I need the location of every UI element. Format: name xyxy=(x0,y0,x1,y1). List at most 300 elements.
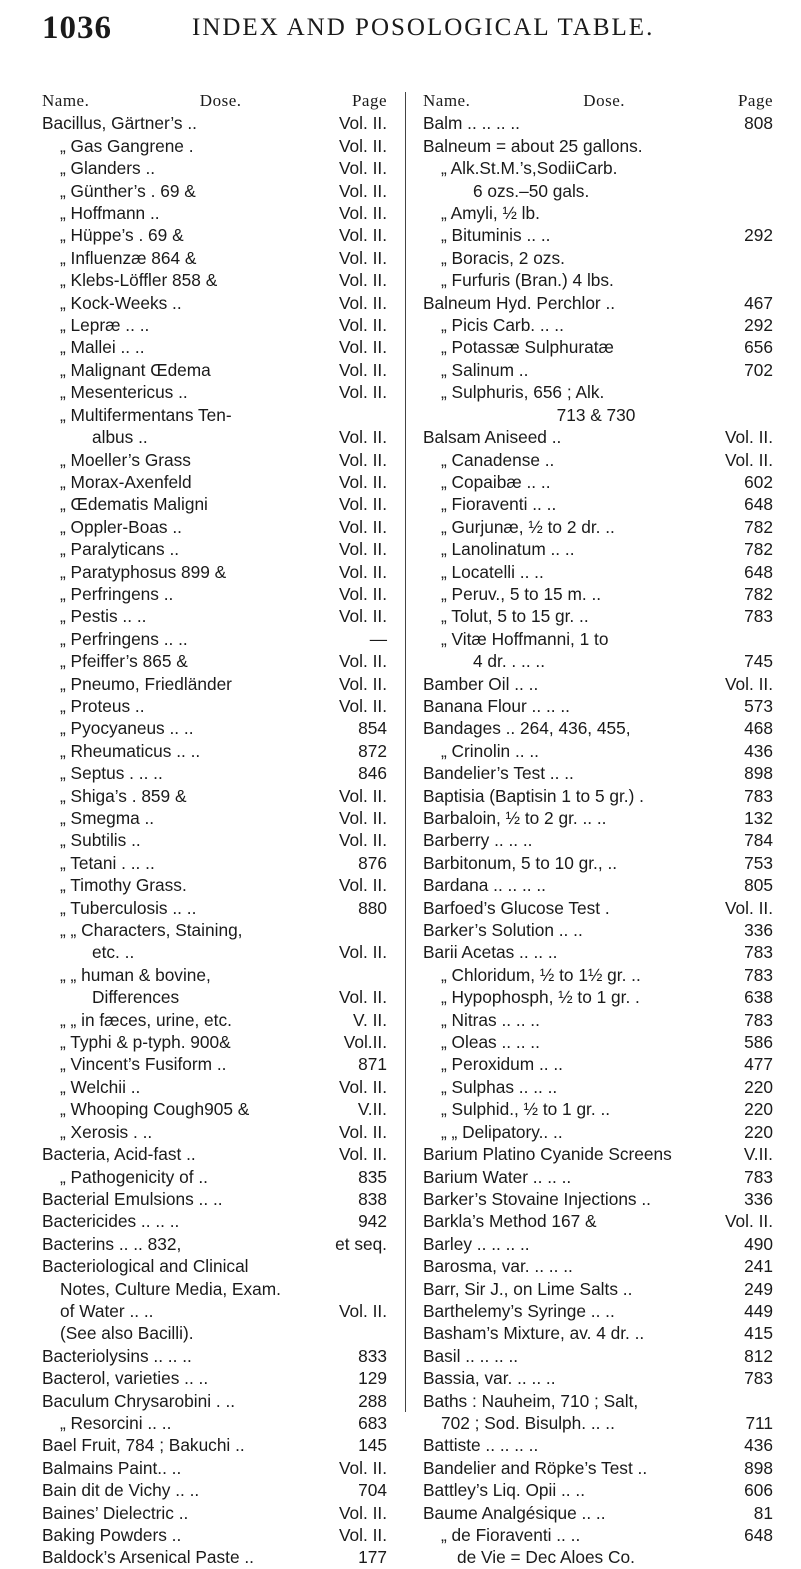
entry-text: Battley’s Liq. Opii .. .. xyxy=(423,1480,586,1501)
entry-reference xyxy=(769,269,773,291)
index-entry xyxy=(423,1255,773,1277)
entry-reference: 573 xyxy=(744,695,773,716)
entry-reference: 783 xyxy=(744,606,773,627)
entry-reference: Vol. II. xyxy=(338,561,387,582)
index-entry xyxy=(42,1166,387,1188)
index-entry xyxy=(42,1009,387,1031)
entry-reference: Vol. II. xyxy=(338,203,387,224)
index-entry xyxy=(42,404,387,426)
index-entry xyxy=(423,112,773,134)
index-entry xyxy=(423,964,773,986)
entry-reference: Vol. II. xyxy=(338,494,387,515)
entry-reference: Vol. II. xyxy=(338,583,387,604)
entry-reference xyxy=(769,202,773,224)
index-entry xyxy=(423,336,773,358)
entry-text: „ Vincent’s Fusiform .. xyxy=(60,1054,227,1075)
entry-reference: et seq. xyxy=(335,1233,387,1254)
entry-text: 6 ozs.–50 gals. xyxy=(473,180,590,201)
entry-reference xyxy=(383,1278,387,1300)
entry-reference: Vol. II. xyxy=(338,875,387,896)
index-entry xyxy=(42,1031,387,1053)
entry-reference: 783 xyxy=(744,964,773,985)
entry-text: Barium Water .. .. .. xyxy=(423,1166,572,1187)
entry-text: „ Hoffmann .. xyxy=(60,203,160,224)
column-header-page: Page xyxy=(351,91,387,110)
entry-text: Bain dit de Vichy .. .. xyxy=(42,1480,200,1501)
index-entry xyxy=(423,829,773,851)
index-entry xyxy=(42,852,387,874)
entry-text: Banana Flour .. .. .. xyxy=(423,695,570,716)
index-entry xyxy=(423,224,773,246)
index-entry xyxy=(423,449,773,471)
entry-reference: 132 xyxy=(744,808,773,828)
index-entry xyxy=(42,1121,387,1143)
index-entry xyxy=(42,1479,387,1501)
entry-text: „ Sulphuris, 656 ; Alk. xyxy=(441,382,605,403)
index-entry xyxy=(423,874,773,896)
index-entry xyxy=(42,1188,387,1210)
entry-text: „ „ human & bovine, xyxy=(60,964,211,985)
index-entry xyxy=(423,1457,773,1479)
entry-reference: Vol. II. xyxy=(724,673,773,694)
entry-reference: 606 xyxy=(744,1480,773,1501)
entry-text: Bacteria, Acid-fast .. xyxy=(42,1144,196,1165)
entry-text: Barosma, var. .. .. .. xyxy=(423,1256,573,1277)
index-entry xyxy=(42,1322,387,1344)
index-entry xyxy=(42,986,387,1008)
entry-reference: 220 xyxy=(744,1099,773,1120)
entry-text: „ Mallei .. .. xyxy=(60,337,145,358)
index-entry xyxy=(423,762,773,784)
entry-text: Barium Platino Cyanide Screens xyxy=(423,1144,672,1165)
entry-text: Barbitonum, 5 to 10 gr., .. xyxy=(423,852,618,873)
entry-reference: Vol. II. xyxy=(338,516,387,537)
column-header xyxy=(423,90,773,112)
entry-text: „ Amyli, ½ lb. xyxy=(441,203,540,224)
index-entry xyxy=(423,583,773,605)
index-entry xyxy=(42,426,387,448)
index-entry xyxy=(42,785,387,807)
index-entry xyxy=(423,1121,773,1143)
entry-reference: Vol. II. xyxy=(338,270,387,291)
entry-reference: 602 xyxy=(744,471,773,492)
index-entry xyxy=(42,1053,387,1075)
entry-text: Balm .. .. .. .. xyxy=(423,113,520,134)
entry-text: „ Pestis .. .. xyxy=(60,606,147,627)
index-entry xyxy=(42,561,387,583)
index-entry xyxy=(42,516,387,538)
entry-reference: 783 xyxy=(744,1166,773,1187)
index-entry xyxy=(42,1345,387,1367)
entry-text: Barker’s Solution .. .. xyxy=(423,920,583,941)
entry-reference: Vol. II. xyxy=(338,1121,387,1142)
entry-text: Bacterial Emulsions .. .. xyxy=(42,1188,223,1209)
entry-text: Baptisia (Baptisin 1 to 5 gr.) . xyxy=(423,785,644,806)
entry-text: Barkla’s Method 167 & xyxy=(423,1211,597,1232)
index-entry xyxy=(423,1166,773,1188)
entry-reference xyxy=(769,381,773,403)
entry-text: „ Pathogenicity of .. xyxy=(60,1166,208,1187)
entry-text: 4 dr. . .. .. xyxy=(473,651,546,672)
entry-text: Bael Fruit, 784 ; Bakuchi .. xyxy=(42,1435,245,1456)
index-entry xyxy=(42,1233,387,1255)
entry-text: (See also Bacilli). xyxy=(60,1323,194,1344)
entry-reference xyxy=(769,247,773,269)
entry-reference: 833 xyxy=(358,1345,387,1366)
entry-text: „ Timothy Grass. xyxy=(60,875,187,896)
index-entry xyxy=(423,1278,773,1300)
entry-reference: 942 xyxy=(358,1211,387,1232)
index-entry xyxy=(42,628,387,650)
entry-text: „ Gurjunæ, ½ to 2 dr. .. xyxy=(441,516,615,537)
index-entry xyxy=(42,1502,387,1524)
entry-reference: 648 xyxy=(744,561,773,582)
entry-reference: Vol. II. xyxy=(338,427,387,448)
entry-text: Balmains Paint.. .. xyxy=(42,1457,182,1478)
index-entry xyxy=(423,986,773,1008)
column-divider xyxy=(405,92,406,1412)
index-entry xyxy=(42,359,387,381)
entry-reference: Vol. II. xyxy=(338,808,387,828)
index-column-left xyxy=(42,90,387,1569)
index-entry xyxy=(42,1434,387,1456)
entry-reference: 220 xyxy=(744,1121,773,1142)
entry-text: „ Paralyticans .. xyxy=(60,539,180,560)
entry-text: „ Locatelli .. .. xyxy=(441,561,544,582)
index-entry xyxy=(423,1300,773,1322)
entry-reference: Vol. II. xyxy=(338,1502,387,1523)
entry-reference: 711 xyxy=(745,1412,773,1433)
entry-text: „ Resorcini .. .. xyxy=(60,1412,172,1433)
entry-text: Barker’s Stovaine Injections .. xyxy=(423,1188,651,1209)
entry-reference: 241 xyxy=(744,1256,773,1277)
entry-reference: 854 xyxy=(358,718,387,739)
entry-reference: Vol. II. xyxy=(338,247,387,268)
index-entry xyxy=(423,1322,773,1344)
index-entry xyxy=(423,381,773,403)
entry-text: etc. .. xyxy=(92,942,135,963)
entry-reference: Vol. II. xyxy=(724,427,773,448)
index-entry xyxy=(423,538,773,560)
index-entry xyxy=(423,135,773,157)
index-entry xyxy=(42,538,387,560)
index-entry xyxy=(42,673,387,695)
index-entry xyxy=(42,381,387,403)
index-entry xyxy=(423,1053,773,1075)
index-entry xyxy=(42,1210,387,1232)
entry-reference xyxy=(383,1255,387,1277)
entry-text: „ Proteus .. xyxy=(60,695,145,716)
entry-text: „ Fioraventi .. .. xyxy=(441,494,557,515)
entry-text: „ Perfringens .. xyxy=(60,583,174,604)
index-entry xyxy=(42,807,387,829)
index-entry xyxy=(423,717,773,739)
entry-reference: 782 xyxy=(744,583,773,604)
entry-text: „ Boracis, 2 ozs. xyxy=(441,247,565,268)
entry-text: „ Xerosis . .. xyxy=(60,1121,153,1142)
entry-reference: Vol. II. xyxy=(338,449,387,470)
index-entry xyxy=(42,449,387,471)
entry-reference: 808 xyxy=(744,113,773,134)
entry-reference: 648 xyxy=(744,1525,773,1545)
entry-text: „ Kock-Weeks .. xyxy=(60,292,182,313)
entry-text: Battiste .. .. .. .. xyxy=(423,1435,539,1456)
entry-text: „ Oppler-Boas .. xyxy=(60,516,182,537)
index-entry xyxy=(42,1300,387,1322)
entry-reference: 336 xyxy=(744,1188,773,1209)
entry-text: „ Mesentericus .. xyxy=(60,382,188,403)
entry-reference: Vol. II. xyxy=(338,1076,387,1097)
entry-text: „ Potassæ Sulphuratæ xyxy=(441,337,614,358)
entry-text: „ Welchii .. xyxy=(60,1076,141,1097)
column-header-name: Name. xyxy=(423,91,471,110)
index-entry xyxy=(423,1546,773,1568)
entry-text: Balsam Aniseed .. xyxy=(423,427,562,448)
entry-text: „ Nitras .. .. .. xyxy=(441,1009,540,1030)
index-entry xyxy=(423,650,773,672)
entry-text: „ Vitæ Hoffmanni, 1 to xyxy=(441,628,609,649)
entry-text: „ Chloridum, ½ to 1½ gr. .. xyxy=(441,964,641,985)
entry-text: „ Influenzæ 864 & xyxy=(60,247,197,268)
entry-reference: 880 xyxy=(358,897,387,918)
index-entry xyxy=(423,807,773,829)
entry-text: „ Peruv., 5 to 15 m. .. xyxy=(441,583,602,604)
entry-text: „ Rheumaticus .. .. xyxy=(60,740,201,761)
entry-reference: 783 xyxy=(744,1009,773,1030)
entry-reference: Vol. II. xyxy=(338,113,387,134)
entry-text: „ Shiga’s . 859 & xyxy=(60,785,187,806)
entry-text: 702 ; Sod. Bisulph. .. .. xyxy=(441,1412,615,1433)
entry-reference xyxy=(769,157,773,179)
index-entry xyxy=(423,359,773,381)
entry-text: „ Sulphas .. .. .. xyxy=(441,1076,558,1097)
entry-reference: Vol. II. xyxy=(338,382,387,403)
entry-reference xyxy=(769,404,773,426)
entry-reference: Vol. II. xyxy=(338,292,387,313)
index-entry xyxy=(42,1098,387,1120)
entry-reference: Vol. II. xyxy=(338,1457,387,1478)
index-entry xyxy=(42,1390,387,1412)
page-number: 1036 xyxy=(42,10,112,46)
index-entry xyxy=(423,426,773,448)
entry-text: Bandages .. 264, 436, 455, xyxy=(423,718,631,739)
index-entry xyxy=(42,1457,387,1479)
index-entry xyxy=(42,829,387,851)
entry-reference: 648 xyxy=(744,494,773,515)
entry-reference: 846 xyxy=(358,763,387,784)
entry-reference: Vol. II. xyxy=(338,785,387,806)
entry-text: „ Alk.St.M.’s,SodiiCarb. xyxy=(441,158,618,179)
entry-reference: 753 xyxy=(744,852,773,873)
entry-reference: V.II. xyxy=(743,1144,773,1165)
entry-reference: V.II. xyxy=(357,1099,387,1120)
entry-text: „ Crinolin .. .. xyxy=(441,740,539,761)
column-header-dose: Dose. xyxy=(199,91,242,110)
entry-text: Balneum Hyd. Perchlor .. xyxy=(423,292,616,313)
entry-text: Baculum Chrysarobini . .. xyxy=(42,1390,236,1411)
index-entry xyxy=(42,897,387,919)
entry-text: Bandelier and Röpke’s Test .. xyxy=(423,1457,648,1478)
index-entry xyxy=(423,1524,773,1546)
entry-reference: 436 xyxy=(744,740,773,761)
entry-text: Bacillus, Gärtner’s .. xyxy=(42,113,197,134)
entry-text: „ Tuberculosis .. .. xyxy=(60,897,197,918)
index-entry xyxy=(423,561,773,583)
entry-reference: Vol. II. xyxy=(338,651,387,672)
index-entry xyxy=(423,785,773,807)
entry-text: Barfoed’s Glucose Test . xyxy=(423,897,610,918)
entry-text: Barii Acetas .. .. .. xyxy=(423,942,558,963)
entry-text: Barr, Sir J., on Lime Salts .. xyxy=(423,1278,633,1299)
index-entry xyxy=(423,269,773,291)
entry-text: Differences xyxy=(92,987,180,1008)
entry-reference: 783 xyxy=(744,1368,773,1389)
entry-text: „ Subtilis .. xyxy=(60,830,141,851)
entry-text: „ de Fioraventi .. .. xyxy=(441,1525,581,1545)
index-entry xyxy=(42,605,387,627)
index-entry xyxy=(423,1233,773,1255)
index-entry xyxy=(42,1546,387,1568)
entry-text: „ Salinum .. xyxy=(441,359,529,380)
index-entry xyxy=(423,897,773,919)
index-entry xyxy=(42,583,387,605)
entry-reference: 436 xyxy=(744,1435,773,1456)
entry-reference: 876 xyxy=(358,852,387,873)
entry-reference: Vol. II. xyxy=(338,1144,387,1165)
index-entry xyxy=(42,1412,387,1434)
entry-reference xyxy=(769,1390,773,1412)
index-entry xyxy=(42,135,387,157)
index-entry xyxy=(423,1367,773,1389)
index-entry xyxy=(423,202,773,224)
entry-text: Bacterol, varieties .. .. xyxy=(42,1368,209,1389)
entry-reference: 805 xyxy=(744,875,773,896)
index-entry xyxy=(423,493,773,515)
entry-text: „ Klebs-Löffler 858 & xyxy=(60,270,218,291)
index-entry xyxy=(42,941,387,963)
entry-text: Barthelemy’s Syringe .. .. xyxy=(423,1300,615,1321)
entry-text: Balneum = about 25 gallons. xyxy=(423,135,643,156)
entry-reference: 782 xyxy=(744,516,773,537)
entry-text: albus .. xyxy=(92,427,148,448)
entry-reference: 704 xyxy=(358,1480,387,1501)
entry-text: Bardana .. .. .. .. xyxy=(423,875,546,896)
entry-reference: 783 xyxy=(744,942,773,963)
index-entry xyxy=(42,314,387,336)
entry-text: „ Typhi & p-typh. 900& xyxy=(60,1032,231,1053)
index-entry xyxy=(423,247,773,269)
entry-reference xyxy=(383,964,387,986)
index-entry xyxy=(423,157,773,179)
entry-text: Bamber Oil .. .. xyxy=(423,673,539,694)
entry-reference: 683 xyxy=(358,1412,387,1433)
entry-reference: 702 xyxy=(744,359,773,380)
entry-text: „ Sulphid., ½ to 1 gr. .. xyxy=(441,1099,611,1120)
entry-reference: Vol. II. xyxy=(338,987,387,1008)
entry-reference: 490 xyxy=(744,1233,773,1254)
entry-text: „ Günther’s . 69 & xyxy=(60,180,196,201)
entry-text: „ Peroxidum .. .. xyxy=(441,1054,563,1075)
index-entry xyxy=(423,941,773,963)
entry-text: „ Pfeiffer’s 865 & xyxy=(60,651,188,672)
entry-reference: Vol. II. xyxy=(338,1525,387,1545)
column-header-name: Name. xyxy=(42,91,90,110)
index-entry xyxy=(423,1345,773,1367)
entry-text: Baths : Nauheim, 710 ; Salt, xyxy=(423,1390,639,1411)
entry-text: Barbaloin, ½ to 2 gr. .. .. xyxy=(423,808,607,828)
entry-text: „ Pyocyaneus .. .. xyxy=(60,718,194,739)
entry-reference: 783 xyxy=(744,785,773,806)
index-entry xyxy=(42,112,387,134)
index-entry xyxy=(42,269,387,291)
entry-text: Bactericides .. .. .. xyxy=(42,1211,180,1232)
index-entry xyxy=(423,404,773,426)
entry-reference: Vol. II. xyxy=(338,673,387,694)
entry-text: „ Moeller’s Grass xyxy=(60,449,191,470)
index-entry xyxy=(423,180,773,202)
entry-text: „ „ in fæces, urine, etc. xyxy=(60,1009,232,1030)
index-entry xyxy=(42,247,387,269)
entry-text: Baldock’s Arsenical Paste .. xyxy=(42,1547,254,1568)
entry-text: 713 & 730 xyxy=(556,404,636,425)
entry-reference: 586 xyxy=(744,1032,773,1053)
entry-text: „ Gas Gangrene . xyxy=(60,135,194,156)
entry-text: Bacterins .. .. 832, xyxy=(42,1233,182,1254)
entry-reference xyxy=(383,404,387,426)
entry-reference: Vol. II. xyxy=(338,942,387,963)
entry-text: „ Picis Carb. .. .. xyxy=(441,315,564,336)
entry-reference: 745 xyxy=(744,651,773,672)
index-entry xyxy=(423,1412,773,1434)
entry-reference: Vol. II. xyxy=(338,471,387,492)
index-entry xyxy=(42,919,387,941)
entry-text: Baines’ Dielectric .. xyxy=(42,1502,189,1523)
entry-reference: 177 xyxy=(358,1547,387,1568)
entry-reference: 249 xyxy=(744,1278,773,1299)
index-entry xyxy=(42,493,387,515)
entry-reference: 782 xyxy=(744,539,773,560)
entry-reference: 449 xyxy=(744,1300,773,1321)
entry-text: „ Paratyphosus 899 & xyxy=(60,561,227,582)
entry-reference: Vol. II. xyxy=(724,897,773,918)
entry-reference: 336 xyxy=(744,920,773,941)
index-entry xyxy=(423,1009,773,1031)
index-entry xyxy=(42,1143,387,1165)
index-entry xyxy=(42,1255,387,1277)
entry-text: „ „ Delipatory.. .. xyxy=(441,1121,563,1142)
index-entry xyxy=(42,292,387,314)
index-column-right xyxy=(423,90,773,1569)
index-entry xyxy=(423,919,773,941)
entry-reference: 292 xyxy=(744,225,773,246)
entry-reference: 812 xyxy=(744,1345,773,1366)
index-entry xyxy=(423,1188,773,1210)
entry-reference: Vol. II. xyxy=(724,1211,773,1232)
index-entry xyxy=(42,695,387,717)
entry-reference: Vol. II. xyxy=(338,359,387,380)
entry-reference: 468 xyxy=(744,718,773,739)
index-entry xyxy=(423,695,773,717)
entry-reference: 292 xyxy=(744,315,773,336)
index-entry xyxy=(423,1210,773,1232)
index-entry xyxy=(423,1390,773,1412)
index-entry xyxy=(423,1479,773,1501)
entry-text: „ Tetani . .. .. xyxy=(60,852,155,873)
entry-reference: 220 xyxy=(744,1076,773,1097)
column-header-dose: Dose. xyxy=(583,91,625,110)
entry-reference: 638 xyxy=(744,987,773,1008)
index-entry xyxy=(423,1434,773,1456)
